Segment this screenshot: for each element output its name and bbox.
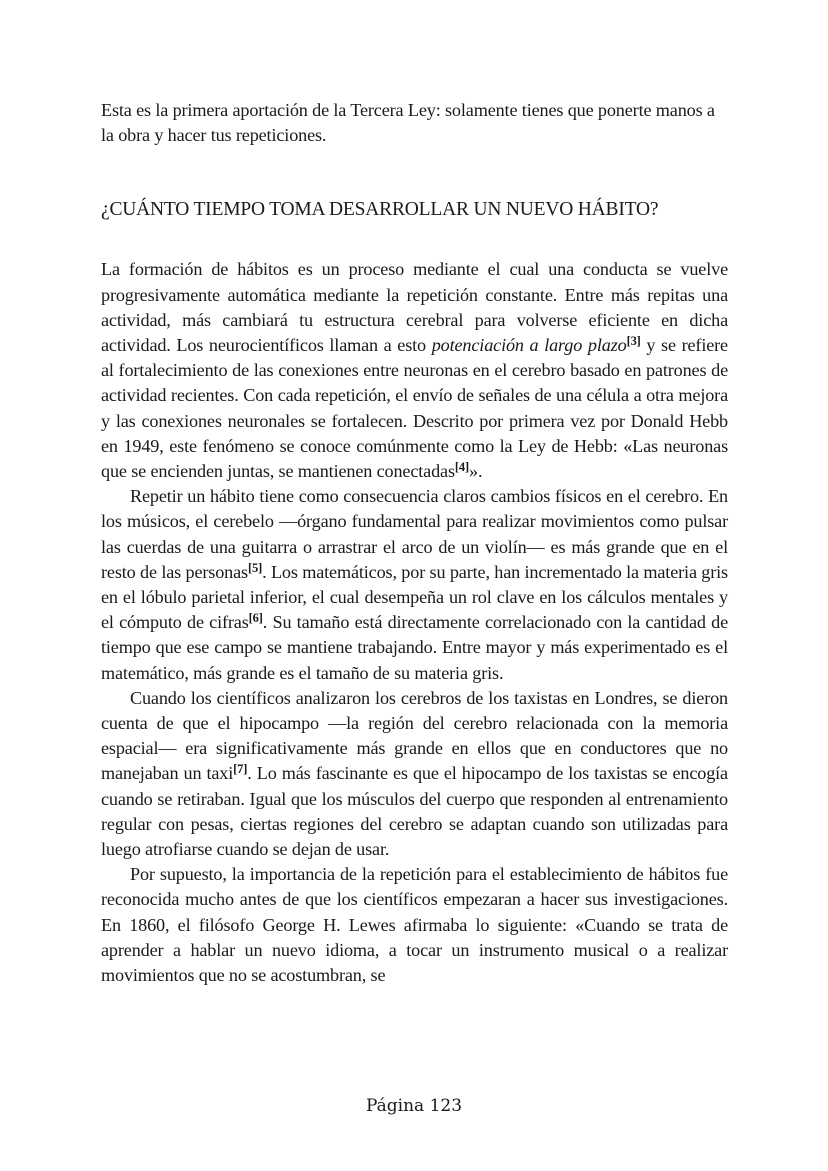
italic-term: potenciación a largo plazo [431,335,627,356]
page-number: Página 123 [365,1096,463,1116]
document-page [101,98,728,988]
footnote-ref-3[interactable]: [3] [626,334,641,349]
paragraph-brain-changes [101,484,728,686]
paragraph-text: ». [469,461,483,482]
footnote-ref-4[interactable]: [4] [454,460,470,475]
paragraph-lewes-quote: Por supuesto, la importancia de la repetición para el establecimiento de hábitos fue reconocida mucho antes de que los científicos empezaran a hacer sus investigaciones. En 1860, el filósofo George H. Lewes afirmaba lo siguiente: «Cuando se trata de aprender a hablar un nuevo idioma, a tocar un instrumento musical o a realizar movimientos que no se acostumbran, se [101,864,728,986]
paragraph-text: Cuando los científicos analizaron los cerebros de los taxistas en Londres, se dieron cuenta de que el hipocampo —la región del cerebro relacionada con la memoria espacial— era significativamente más grande en ellos que en conductores que no manejaban un taxi [101,687,728,784]
footnote-ref-5[interactable]: [5] [247,560,263,575]
paragraph-text: y se refiere al fortalecimiento de las conexiones entre neuronas en el cerebro basado en patrones de actividad recientes. Con cada repetición, el envío de señales de una célula a otra mejora y las conexiones neuronales se fortalecen. Descrito por primera vez por Donald Hebb en 1949, este fenómeno se conoce comúnmente como la Ley de Hebb: «Las neuronas que se encienden juntas, se mantienen conectadas [101,335,728,482]
paragraph-text: . Su tamaño está directamente correlacionado con la cantidad de tiempo que ese campo se mantiene trabajando. Entre mayor y más experimentado es el matemático, más grande es el tamaño de su materia gris. [101,612,728,683]
paragraph-london-taxi [101,686,728,862]
paragraph-text: Repetir un hábito tiene como consecuencia claros cambios físicos en el cerebro. En los músicos, el cerebelo —órgano fundamental para realizar movimientos como pulsar las cuerdas de una guitarra o arrastrar el arco de un violín— es más grande que en el resto de las personas [101,486,728,582]
paragraph-hebb-law [101,257,728,484]
paragraph-text: . Los matemáticos, por su parte, han incrementado la materia gris en el lóbulo parietal inferior, el cual desempeña un rol clave en los cálculos mentales y el cómputo de cifras [101,561,728,633]
section-heading: ¿CUÁNTO TIEMPO TOMA DESARROLLAR UN NUEVO HÁBITO? [101,199,659,221]
intro-paragraph: Esta es la primera aportación de la Tercera Ley: solamente tienes que ponerte manos a la obra y hacer tus repeticiones. [101,100,715,146]
footnote-ref-7[interactable]: [7] [233,762,248,777]
footnote-ref-6[interactable]: [6] [248,611,263,626]
paragraph-text: . Lo más fascinante es que el hipocampo de los taxistas se encogía cuando se retiraban. Igual que los músculos del cuerpo que responden al entrenamiento regular con pesas, ciertas regiones del cerebro se adaptan cuando son utilizadas para luego atrofiarse cuando se dejan de usar. [101,763,728,860]
paragraph-text: La formación de hábitos es un proceso mediante el cual una conducta se vuelve progresivamente automática mediante la repetición constante. Entre más repitas una actividad, más cambiará tu estructura cerebral para volverse eficiente en dicha actividad. Los neurocientíficos llaman a esto [101,259,728,356]
